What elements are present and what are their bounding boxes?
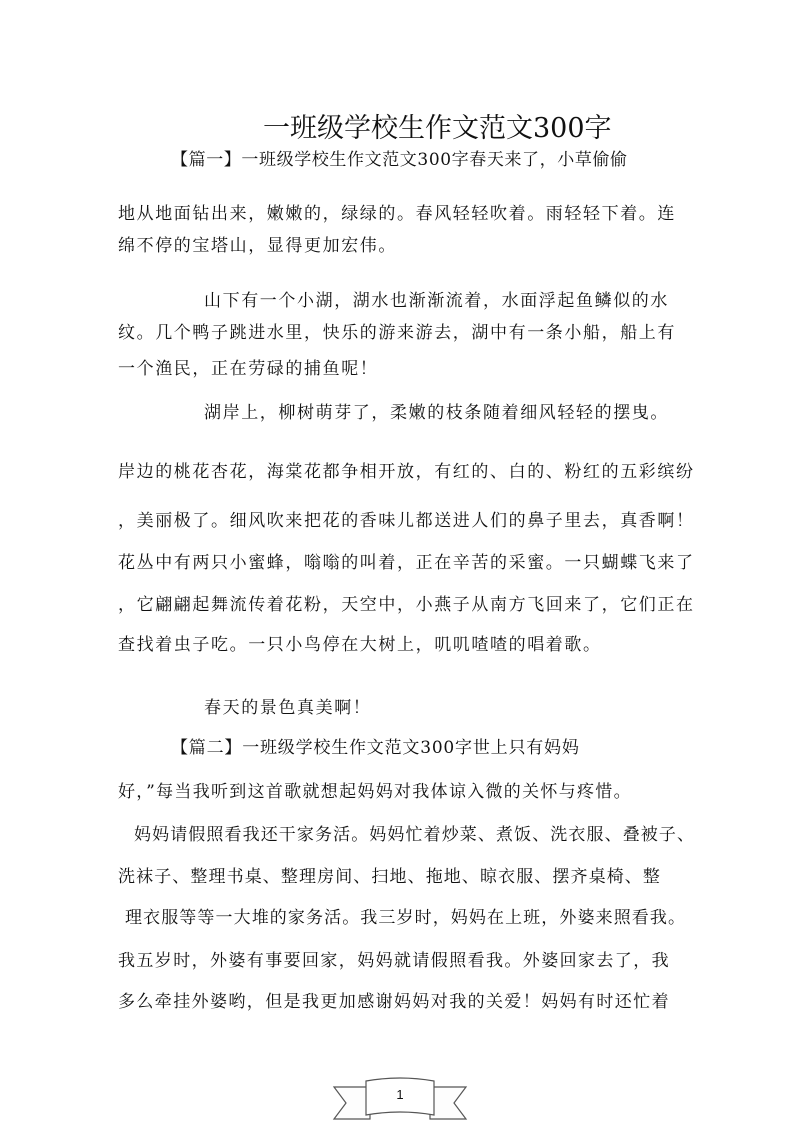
text-line: ，它翩翩起舞流传着花粉，天空中，小燕子从南方飞回来了，它们正在 xyxy=(118,595,695,615)
text-line: 【篇二】一班级学校生作文范文300字世上只有妈妈 xyxy=(171,738,580,758)
text-line: 我五岁时，外婆有事要回家，妈妈就请假照看我。外婆回家去了，我 xyxy=(118,951,670,971)
page-footer xyxy=(330,1075,470,1127)
text-line: 绵不停的宝塔山，显得更加宏伟。 xyxy=(118,236,397,256)
page-title: 一班级学校生作文范文300字 xyxy=(263,113,612,144)
text-line: 地从地面钻出来，嫩嫩的，绿绿的。春风轻轻吹着。雨轻轻下着。连 xyxy=(118,204,676,224)
text-line: 理衣服等等一大堆的家务活。我三岁时，妈妈在上班，外婆来照看我。 xyxy=(125,908,687,928)
text-line: 多么牵挂外婆哟，但是我更加感谢妈妈对我的关爱！妈妈有时还忙着 xyxy=(118,992,670,1012)
text-line: 妈妈请假照看我还干家务活。妈妈忙着炒菜、煮饭、洗衣服、叠被子、 xyxy=(134,825,696,845)
text-line: 湖岸上，柳树萌芽了，柔嫩的枝条随着细风轻轻的摆曳。 xyxy=(204,403,669,423)
text-line: 好，”每当我听到这首歌就想起妈妈对我体谅入微的关怀与疼惜。 xyxy=(118,782,632,802)
text-line: 纹。几个鸭子跳进水里，快乐的游来游去，湖中有一条小船，船上有 xyxy=(118,323,676,343)
text-line: 查找着虫子吃。一只小鸟停在大树上，叽叽喳喳的唱着歌。 xyxy=(118,635,602,655)
text-line: ，美丽极了。细风吹来把花的香味儿都送进人们的鼻子里去，真香啊！ xyxy=(118,511,695,531)
page-number: 1 xyxy=(396,1087,404,1102)
text-line: 【篇一】一班级学校生作文范文300字春天来了，小草偷偷 xyxy=(171,150,628,170)
text-line: 花丛中有两只小蜜蜂，嗡嗡的叫着，正在辛苦的采蜜。一只蝴蝶飞来了 xyxy=(118,553,695,573)
text-line: 洗袜子、整理书桌、整理房间、扫地、拖地、晾衣服、摆齐桌椅、整 xyxy=(118,867,661,887)
text-line: 岸边的桃花杏花，海棠花都争相开放，有红的、白的、粉红的五彩缤纷 xyxy=(118,462,695,482)
text-line: 一个渔民，正在劳碌的捕鱼呢！ xyxy=(118,359,379,379)
text-line: 山下有一个小湖，湖水也渐渐流着，水面浮起鱼鳞似的水 xyxy=(204,291,669,311)
text-line: 春天的景色真美啊！ xyxy=(204,698,372,718)
